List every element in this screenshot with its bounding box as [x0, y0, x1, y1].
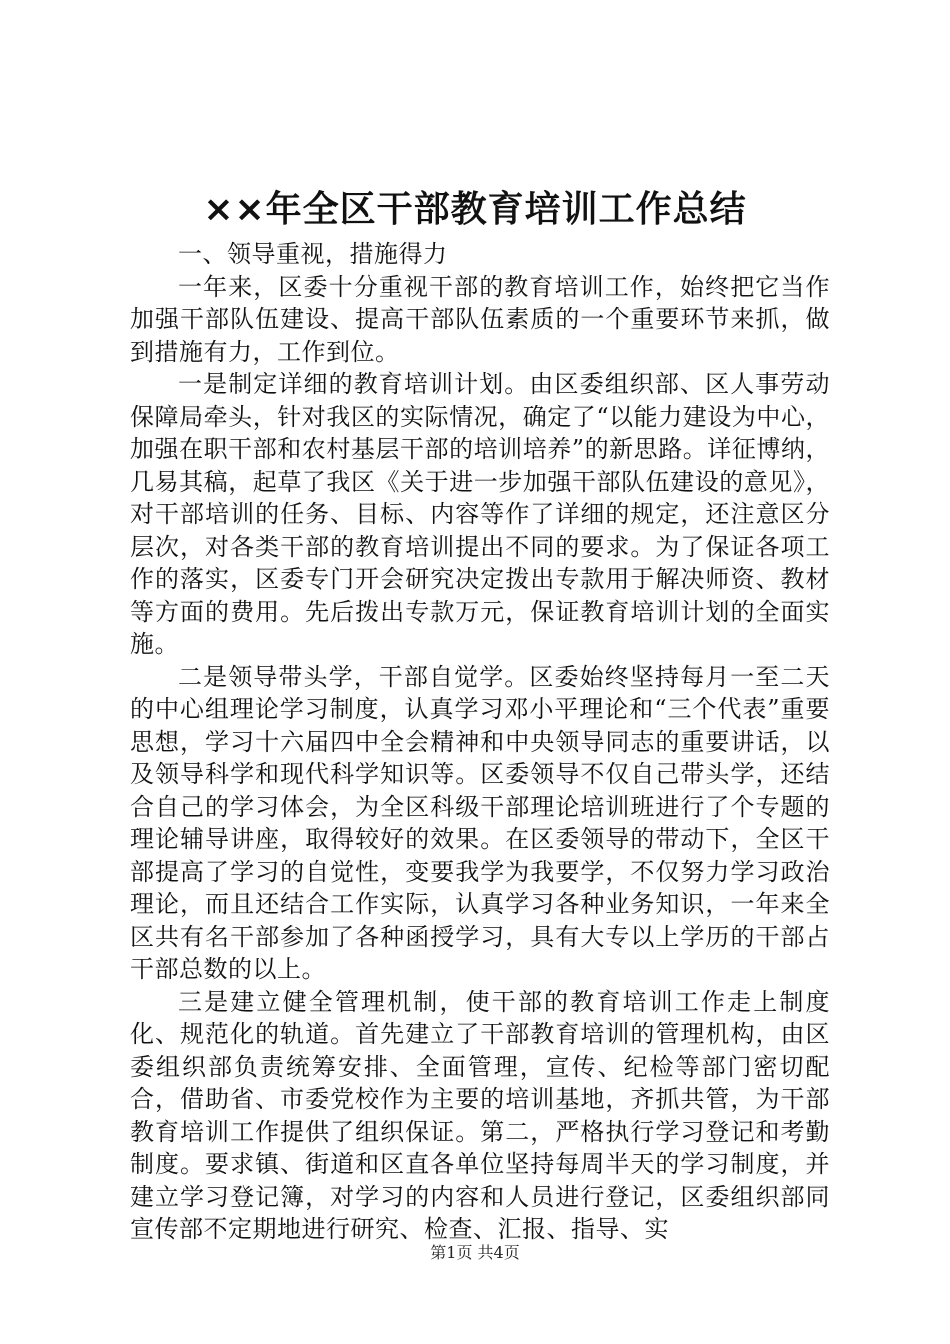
- page-number-footer: 第1页 共4页: [430, 1243, 520, 1262]
- section-heading: 一、领导重视，措施得力: [178, 240, 448, 268]
- document-title: ××年全区干部教育培训工作总结: [203, 189, 747, 230]
- document-body: [130, 238, 830, 1246]
- paragraph: 一是制定详细的教育培训计划。由区委组织部、区人事劳动保障局牵头，针对我区的实际情况，确定了“以能力建设为中心，加强在职干部和农村基层干部的培训培养”的新思路。详征博纳，几易其稿，起草了我区《关于进一步加强干部队伍建设的意见》，对干部培训的任务、目标、内容等作了详细的规定，还注意区分层次，对各类干部的教育培训提出不同的要求。为了保证各项工作的落实，区委专门开会研究决定拨出专款用于解决师资、教材等方面的费用。先后拨出专款万元，保证教育培训计划的全面实施。: [130, 370, 830, 658]
- paragraph: 一年来，区委十分重视干部的教育培训工作，始终把它当作加强干部队伍建设、提高干部队伍素质的一个重要环节来抓，做到措施有力，工作到位。: [130, 272, 830, 366]
- paragraph: 二是领导带头学，干部自觉学。区委始终坚持每月一至二天的中心组理论学习制度，认真学习邓小平理论和“三个代表”重要思想，学习十六届四中全会精神和中央领导同志的重要讲话，以及领导科学和现代科学知识等。区委领导不仅自己带头学，还结合自己的学习体会，为全区科级干部理论培训班进行了个专题的理论辅导讲座，取得较好的效果。在区委领导的带动下，全区干部提高了学习的自觉性，变要我学为我要学，不仅努力学习政治理论，而且还结合工作实际，认真学习各种业务知识，一年来全区共有名干部参加了各种函授学习，具有大专以上学历的干部占干部总数的以上。: [130, 662, 830, 983]
- paragraph: 三是建立健全管理机制，使干部的教育培训工作走上制度化、规范化的轨道。首先建立了干部教育培训的管理机构，由区委组织部负责统筹安排、全面管理，宣传、纪检等部门密切配合，借助省、市委党校作为主要的培训基地，齐抓共管，为干部教育培训工作提供了组织保证。第二，严格执行学习登记和考勤制度。要求镇、街道和区直各单位坚持每周半天的学习制度，并建立学习登记簿，对学习的内容和人员进行登记，区委组织部同宣传部不定期地进行研究、检查、汇报、指导、实: [130, 987, 830, 1243]
